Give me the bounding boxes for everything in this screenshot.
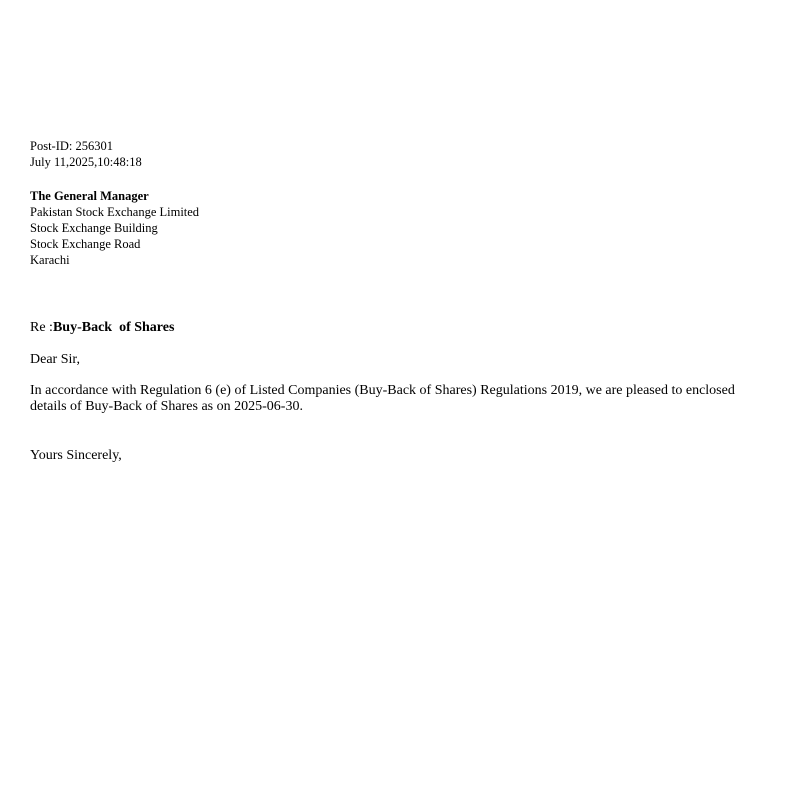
salutation: Dear Sir,: [30, 352, 80, 367]
recipient-line-3: Stock Exchange Road: [30, 237, 141, 251]
post-datetime: July 11,2025,10:48:18: [30, 155, 142, 169]
subject-line: [30, 319, 174, 336]
recipient-title: The General Manager: [30, 189, 149, 203]
recipient-line-1: Pakistan Stock Exchange Limited: [30, 205, 200, 219]
body-paragraph: In accordance with Regulation 6 (e) of Listed Companies (Buy-Back of Shares) Regulations 2019, we are pleased to enclosed details of Buy-Back of Shares as on 2025-06-30.: [30, 383, 735, 414]
subject-text: Buy-Back of Shares: [52, 320, 175, 335]
recipient-line-2: Stock Exchange Building: [30, 221, 158, 235]
closing: Yours Sincerely,: [30, 448, 122, 463]
subject-prefix: Re :: [30, 320, 53, 335]
letter-header: [30, 138, 770, 268]
recipient-address: [30, 188, 770, 268]
post-id: Post-ID: 256301: [30, 139, 113, 153]
recipient-line-4: Karachi: [30, 253, 70, 267]
